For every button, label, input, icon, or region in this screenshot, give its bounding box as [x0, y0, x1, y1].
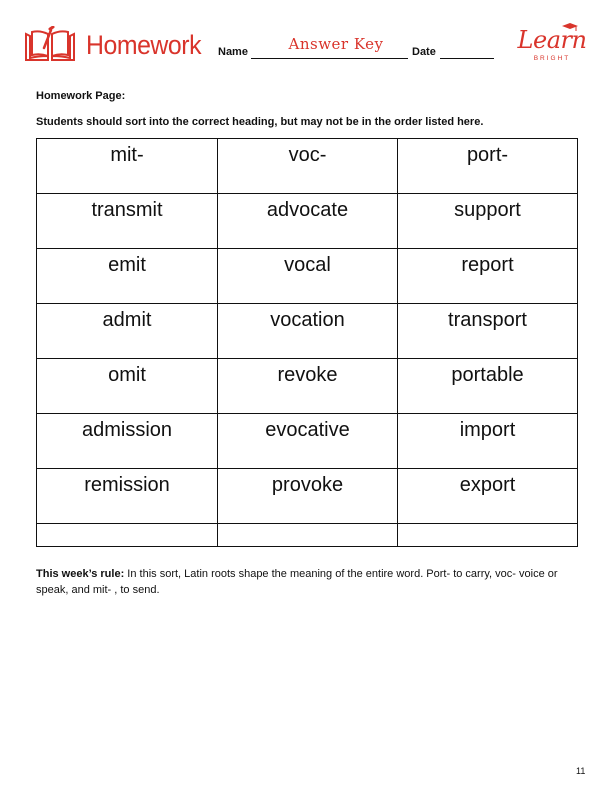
table-cell: transmit: [37, 194, 218, 249]
homework-page-label: Homework Page:: [36, 90, 126, 102]
table-cell: [398, 524, 578, 547]
table-row-empty: [37, 524, 578, 547]
table-cell: advocate: [218, 194, 398, 249]
word-sort-table: [36, 138, 578, 547]
date-label: Date: [412, 46, 436, 58]
table-header-row: [37, 139, 578, 194]
name-line: [251, 58, 408, 59]
name-label: Name: [218, 46, 248, 58]
header-cell: voc-: [218, 139, 398, 194]
table-cell: portable: [398, 359, 578, 414]
table-row: [37, 469, 578, 524]
page-header: [0, 0, 612, 80]
table-cell: revoke: [218, 359, 398, 414]
header-cell: mit-: [37, 139, 218, 194]
homework-title: Homework: [86, 30, 202, 60]
table-cell: report: [398, 249, 578, 304]
rule-label: This week’s rule:: [36, 568, 125, 580]
weekly-rule: [36, 566, 584, 598]
book-icon: [24, 26, 76, 66]
table-cell: vocal: [218, 249, 398, 304]
table-cell: provoke: [218, 469, 398, 524]
learn-bright-logo: [516, 26, 588, 68]
table-cell: transport: [398, 304, 578, 359]
logo-word: Learn: [517, 26, 587, 54]
table-row: [37, 194, 578, 249]
table-row: [37, 304, 578, 359]
table-cell: [37, 524, 218, 547]
logo-subtitle: BRIGHT: [533, 55, 571, 62]
table-cell: support: [398, 194, 578, 249]
rule-text: In this sort, Latin roots shape the meaning of the entire word. Port- to carry, voc- voice or speak, and mit- , to send.: [36, 568, 558, 596]
table-cell: remission: [37, 469, 218, 524]
page-number: 11: [576, 766, 586, 776]
table-row: [37, 359, 578, 414]
name-value: Answer Key: [288, 35, 384, 53]
table-cell: vocation: [218, 304, 398, 359]
table-cell: admission: [37, 414, 218, 469]
date-line: [440, 58, 494, 59]
table-cell: emit: [37, 249, 218, 304]
table-row: [37, 249, 578, 304]
table-cell: admit: [37, 304, 218, 359]
table-cell: [218, 524, 398, 547]
table-row: [37, 414, 578, 469]
table-cell: import: [398, 414, 578, 469]
instructions: Students should sort into the correct heading, but may not be in the order listed here.: [36, 116, 484, 128]
header-cell: port-: [398, 139, 578, 194]
table-cell: evocative: [218, 414, 398, 469]
table-cell: omit: [37, 359, 218, 414]
table-cell: export: [398, 469, 578, 524]
